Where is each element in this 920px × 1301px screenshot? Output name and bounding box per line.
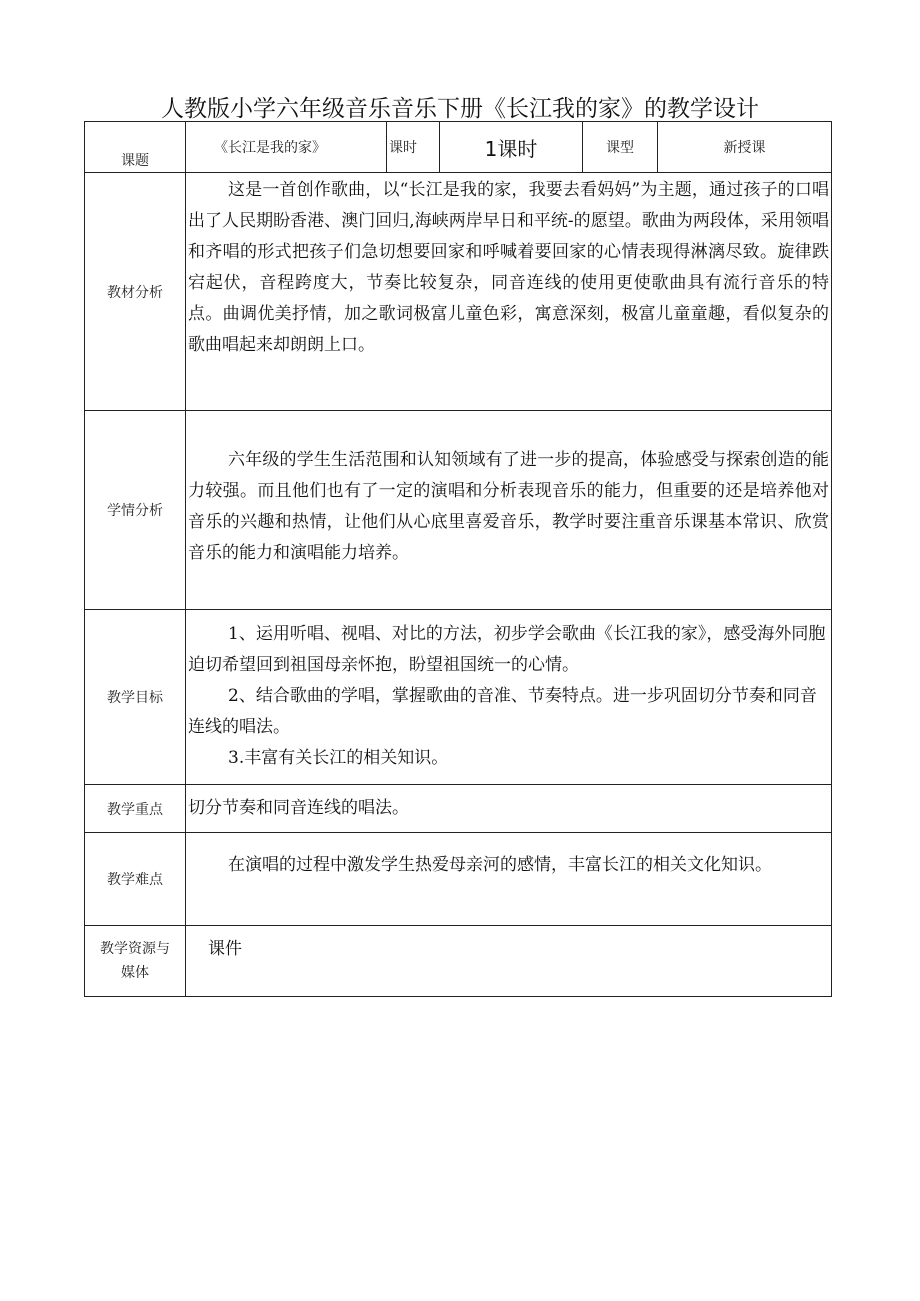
- resources-label-line2: 媒体: [121, 965, 149, 981]
- material-cell: [186, 173, 832, 411]
- resources-row: [85, 926, 832, 997]
- resources-label-line1: 教学资源与: [100, 941, 170, 957]
- material-label: 教材分析: [85, 173, 186, 411]
- students-label: 学情分析: [85, 411, 186, 610]
- type-value: 新授课: [658, 122, 832, 173]
- objectives-cell: [186, 610, 832, 785]
- objectives-row: [85, 610, 832, 785]
- key-points-label: 教学重点: [85, 785, 186, 833]
- students-cell: [186, 411, 832, 610]
- objective-item: 3.丰富有关长江的相关知识。: [228, 748, 449, 768]
- header-row: [85, 122, 832, 173]
- students-row: [85, 411, 832, 610]
- type-label: 课型: [583, 122, 658, 173]
- period-label: 课时: [387, 122, 440, 173]
- objective-item: 2、结合歌曲的学唱，掌握歌曲的音准、节奏特点。进一步巩固切分节奏和同音连线的唱法。: [188, 686, 817, 737]
- difficulties-text: 在演唱的过程中激发学生热爱母亲河的感情，丰富长江的相关文化知识。: [228, 855, 772, 875]
- difficulties-row: [85, 833, 832, 926]
- key-points-text: 切分节奏和同音连线的唱法。: [188, 798, 409, 818]
- resources-label: [85, 926, 186, 997]
- period-value: 1课时: [440, 122, 583, 173]
- document-title: 人教版小学六年级音乐音乐下册《长江我的家》的教学设计: [161, 96, 759, 122]
- key-points-row: [85, 785, 832, 833]
- topic-label: 课题: [85, 122, 186, 173]
- difficulties-cell: [186, 833, 832, 926]
- material-row: [85, 173, 832, 411]
- lesson-plan-table: [84, 121, 832, 997]
- resources-cell: [186, 926, 832, 997]
- students-text: 六年级的学生生活范围和认知领域有了进一步的提高，体验感受与探索创造的能力较强。而且他们也有了一定的演唱和分析表现音乐的能力，但重要的还是培养他对音乐的兴趣和热情，让他们从心底里喜爱音乐，教学时要注重音乐课基本常识、欣赏音乐的能力和演唱能力培养。: [188, 450, 829, 563]
- objective-item: 1、运用听唱、视唱、对比的方法，初步学会歌曲《长江我的家》，感受海外同胞迫切希望回到祖国母亲怀抱，盼望祖国统一的心情。: [188, 624, 826, 675]
- objectives-label: 教学目标: [85, 610, 186, 785]
- key-points-cell: [186, 785, 832, 833]
- topic-value: 《长江是我的家》: [186, 122, 387, 173]
- difficulties-label: 教学难点: [85, 833, 186, 926]
- resources-text: 课件: [208, 939, 242, 959]
- material-text: 这是一首创作歌曲，以“长江是我的家，我要去看妈妈”为主题，通过孩子的口唱出了人民期盼香港、澳门回归,海峡两岸早日和平统-的愿望。歌曲为两段体，采用领唱和齐唱的形式把孩子们急切想要回家和呼喊着要回家的心情表现得淋漓尽致。旋律跌宕起伏，音程跨度大，节奏比较复杂，同音连线的使用更使歌曲具有流行音乐的特点。曲调优美抒情，加之歌词极富儿童色彩，寓意深刻，极富儿童童趣，看似复杂的歌曲唱起来却朗朗上口。: [188, 180, 829, 355]
